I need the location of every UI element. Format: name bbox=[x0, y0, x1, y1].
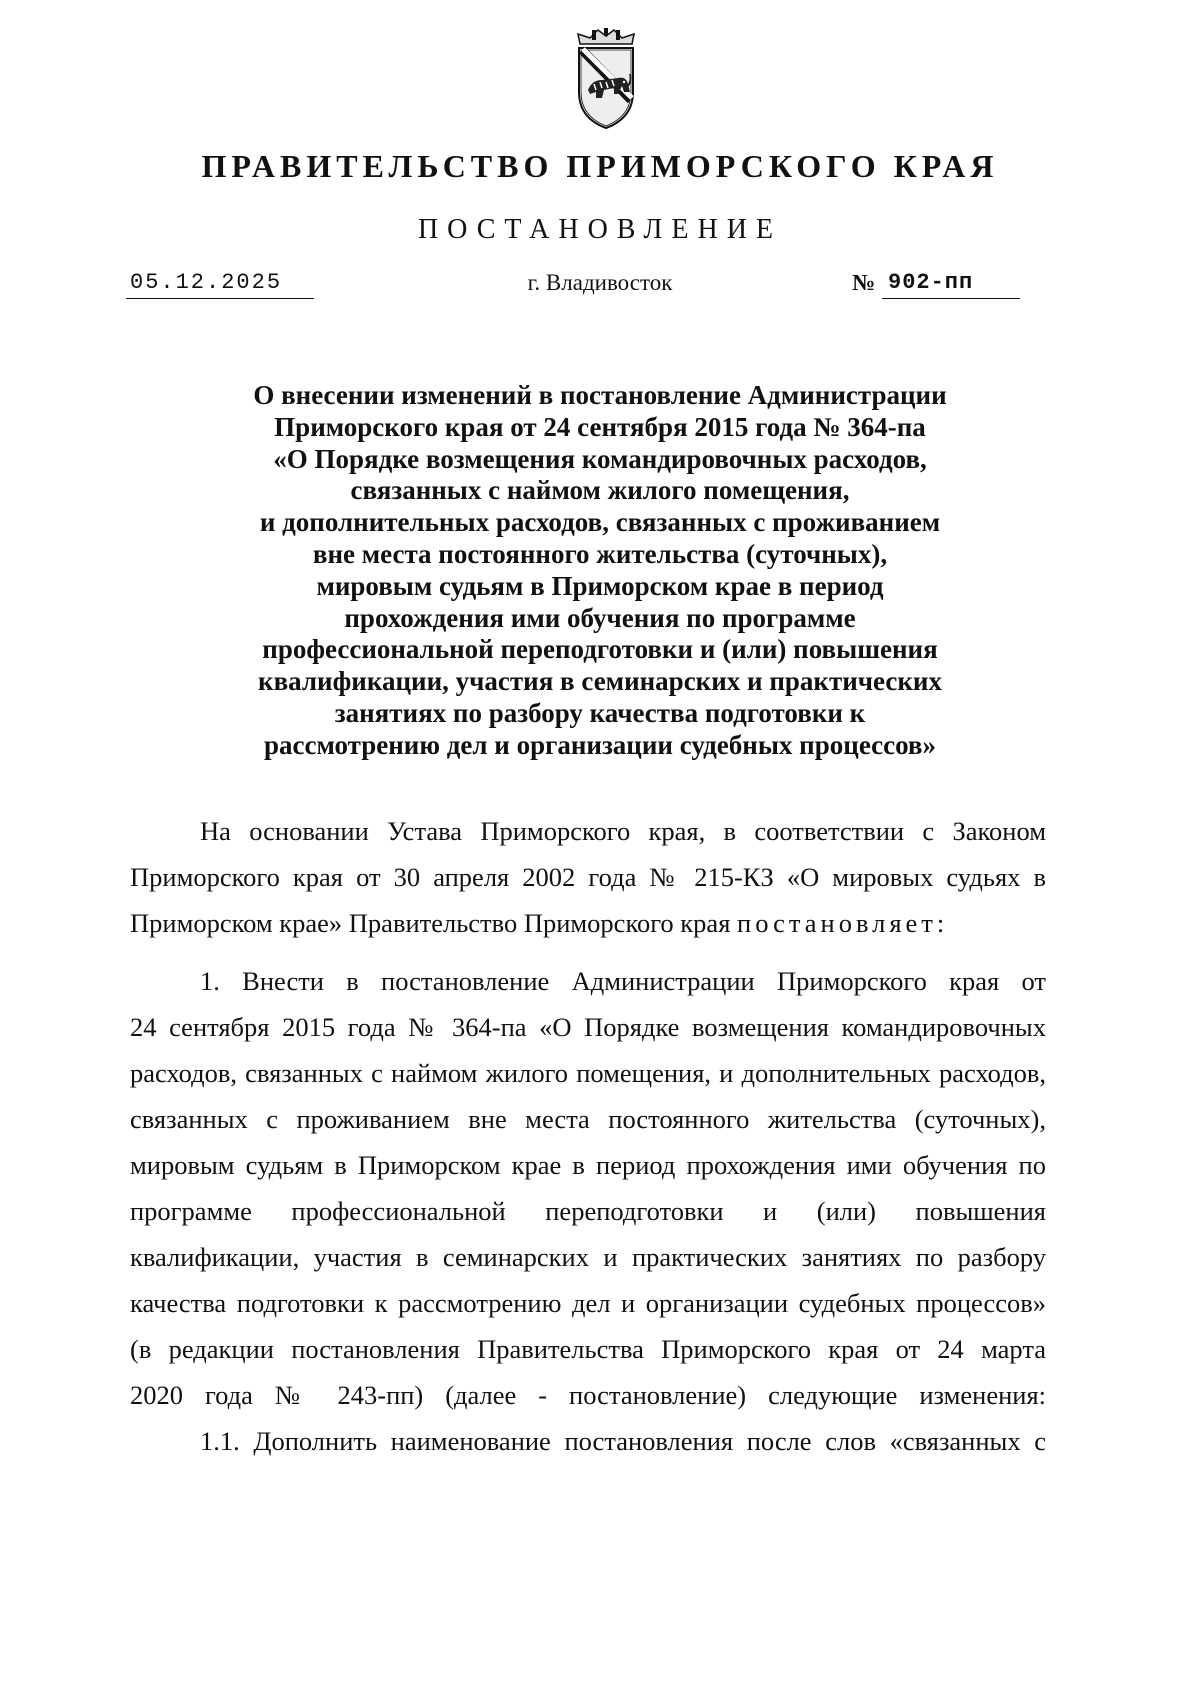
date-underline bbox=[126, 298, 314, 299]
document-date: 05.12.2025 bbox=[130, 270, 283, 295]
preamble-paragraph bbox=[130, 808, 1046, 946]
subject-line: квалификации, участия в семинарских и практических bbox=[258, 666, 942, 697]
body-line: качества подготовки к рассмотрению дел и организации судебных процессов» bbox=[130, 1288, 1046, 1318]
subject-line: и дополнительных расходов, связанных с проживанием bbox=[259, 507, 941, 538]
subject-line: «О Порядке возмещения командировочных расходов, bbox=[273, 443, 927, 474]
body-line: программе профессиональной переподготовки и (или) повышения bbox=[130, 1196, 1046, 1226]
body-line: 24 сентября 2015 года № 364-па «О Порядке возмещения командировочных bbox=[130, 1012, 1046, 1042]
body-line: 2020 года № 243-пп) (далее - постановление) следующие изменения: bbox=[130, 1380, 1046, 1410]
paragraph-gap bbox=[130, 946, 1046, 958]
body-line: расходов, связанных с наймом жилого помещения, и дополнительных расходов, bbox=[130, 1058, 1046, 1088]
body-line: Приморского края от 30 апреля 2002 года № 215-КЗ «О мировых судьях в bbox=[130, 862, 1046, 892]
subject-line: связанных с наймом жилого помещения, bbox=[350, 475, 850, 506]
subject-line: рассмотрению дел и организации судебных процессов» bbox=[263, 729, 937, 760]
item-1-paragraph bbox=[130, 958, 1046, 1418]
document-subject bbox=[150, 380, 1050, 762]
document-type: ПОСТАНОВЛЕНИЕ bbox=[417, 214, 783, 245]
subject-line: мировым судьям в Приморском крае в период bbox=[316, 570, 884, 601]
number-underline bbox=[882, 298, 1020, 299]
body-line: На основании Устава Приморского края, в соответствии с Законом bbox=[200, 816, 1046, 846]
body-line: мировым судьям в Приморском крае в период прохождения ими обучения по bbox=[130, 1150, 1046, 1180]
number-sign: № bbox=[852, 270, 876, 295]
body-line: 1.1. Дополнить наименование постановления после слов «связанных с bbox=[200, 1426, 1046, 1456]
coat-of-arms-icon bbox=[574, 28, 638, 132]
subject-line: Приморского края от 24 сентября 2015 года № 364-па bbox=[274, 411, 926, 442]
subject-line: прохождения ими обучения по программе bbox=[344, 602, 856, 633]
body-line: квалификации, участия в семинарских и практических занятиях по разбору bbox=[130, 1242, 1046, 1272]
body-line-last bbox=[130, 900, 1046, 946]
document-city: г. Владивосток bbox=[527, 270, 673, 295]
item-1-1-paragraph bbox=[130, 1418, 1046, 1464]
document-number: 902-пп bbox=[888, 270, 974, 295]
subject-line: профессиональной переподготовки и (или) повышения bbox=[262, 634, 938, 665]
body-line: (в редакции постановления Правительства Приморского края от 24 марта bbox=[130, 1334, 1046, 1364]
resolves-word: постановляет: bbox=[737, 908, 949, 938]
subject-line: О внесении изменений в постановление Администрации bbox=[253, 380, 947, 410]
body-line: 1. Внести в постановление Администрации Приморского края от bbox=[200, 966, 1046, 996]
body-text: Приморском крае» Правительство Приморского края bbox=[130, 908, 738, 938]
document-body bbox=[130, 808, 1046, 1464]
subject-line: вне места постоянного жительства (суточных), bbox=[312, 538, 888, 569]
subject-line: занятиях по разбору качества подготовки к bbox=[334, 697, 866, 728]
body-line: связанных с проживанием вне места постоянного жительства (суточных), bbox=[130, 1104, 1046, 1134]
government-title: ПРАВИТЕЛЬСТВО ПРИМОРСКОГО КРАЯ bbox=[201, 148, 999, 184]
